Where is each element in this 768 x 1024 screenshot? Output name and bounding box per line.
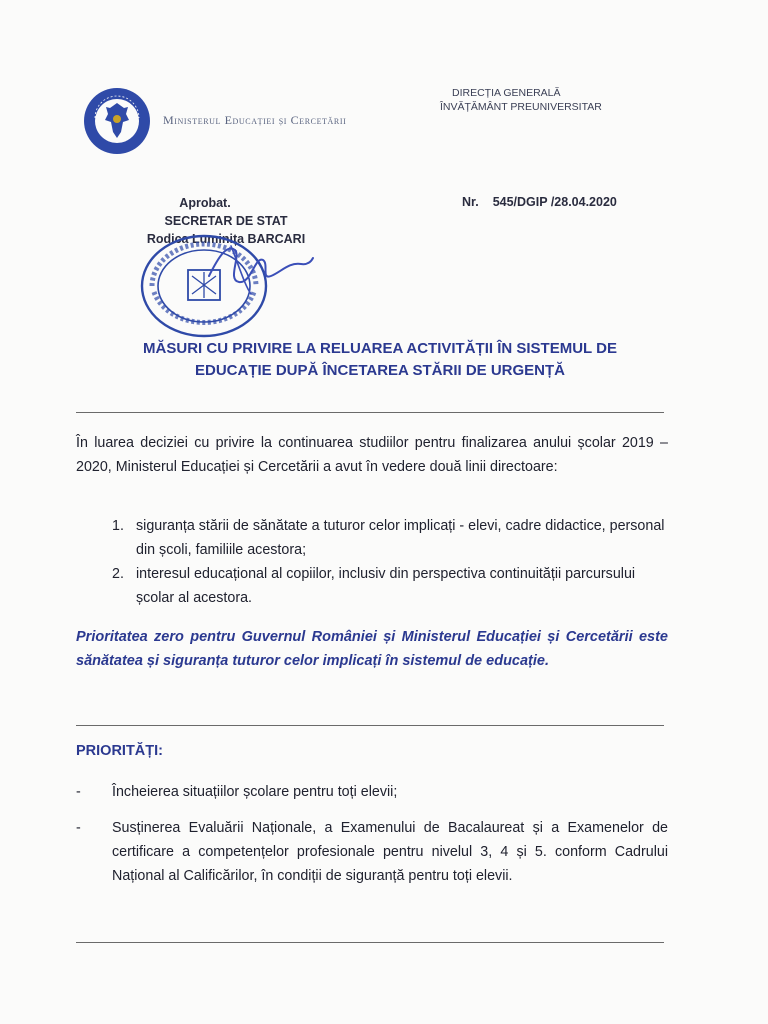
list-item-text: interesul educațional al copiilor, inclusiv din perspectiva continuității parcursului școlar al acestora.	[136, 566, 636, 606]
list-item	[76, 780, 668, 804]
approver-name: Rodica Luminița BARCARI	[146, 232, 306, 246]
list-item	[112, 562, 668, 610]
bullet-dash: -	[76, 820, 81, 836]
registration-label: Nr.	[462, 195, 479, 209]
guidelines-list	[112, 514, 668, 610]
list-item-text: siguranța stării de sănătate a tuturor celor implicați - elevi, cadre didactice, personal din școli, familiile acestora;	[136, 518, 665, 558]
ministry-name: Ministerul Educației și Cercetării	[163, 113, 347, 127]
title-line-1: MĂSURI CU PRIVIRE LA RELUAREA ACTIVITĂȚII ÎN SISTEMUL DE	[143, 340, 617, 357]
priority-statement: Prioritatea zero pentru Guvernul României și Ministerul Educației și Cercetării este sănătatea și siguranța tuturor celor implicați în sistemul de educație.	[76, 629, 668, 669]
intro-paragraph: În luarea deciziei cu privire la continuarea studiilor pentru finalizarea anului școlar 2019 – 2020, Ministerul Educației și Cercetării a avut în vedere două linii directoare:	[76, 435, 668, 475]
priorities-list	[76, 780, 668, 900]
directorate-line-1: DIRECȚIA GENERALĂ	[452, 87, 561, 99]
handwritten-signature-icon	[205, 236, 315, 296]
divider	[76, 412, 664, 413]
list-item-text: Încheierea situațiilor școlare pentru toți elevii;	[112, 784, 398, 800]
list-item-number: 2.	[112, 566, 124, 582]
government-emblem-icon	[82, 86, 152, 156]
registration-value: 545/DGIP /28.04.2020	[492, 195, 617, 209]
list-item-text: Susținerea Evaluării Naționale, a Examenului de Bacalaureat și a Examenelor de certificare a competențelor profesionale pentru nivelul 3, 4 și 5. conform Cadrului Național al Calificărilor, în condiții de siguranță pentru toți elevii.	[112, 820, 668, 884]
title-line-2: EDUCAȚIE DUPĂ ÎNCETAREA STĂRII DE URGENȚĂ	[194, 362, 565, 379]
bullet-dash: -	[76, 784, 81, 800]
list-item	[76, 816, 668, 888]
directorate-line-2: ÎNVĂȚĂMÂNT PREUNIVERSITAR	[440, 101, 602, 113]
priorities-heading: PRIORITĂȚI:	[76, 743, 163, 759]
directorate-header	[440, 86, 602, 114]
list-item	[112, 514, 668, 562]
approver-role: SECRETAR DE STAT	[164, 214, 288, 228]
document-title	[90, 338, 670, 382]
registration-number	[462, 195, 617, 209]
divider	[76, 942, 664, 943]
list-item-number: 1.	[112, 518, 124, 534]
divider	[76, 725, 664, 726]
approval-label: Aprobat.	[179, 196, 231, 210]
